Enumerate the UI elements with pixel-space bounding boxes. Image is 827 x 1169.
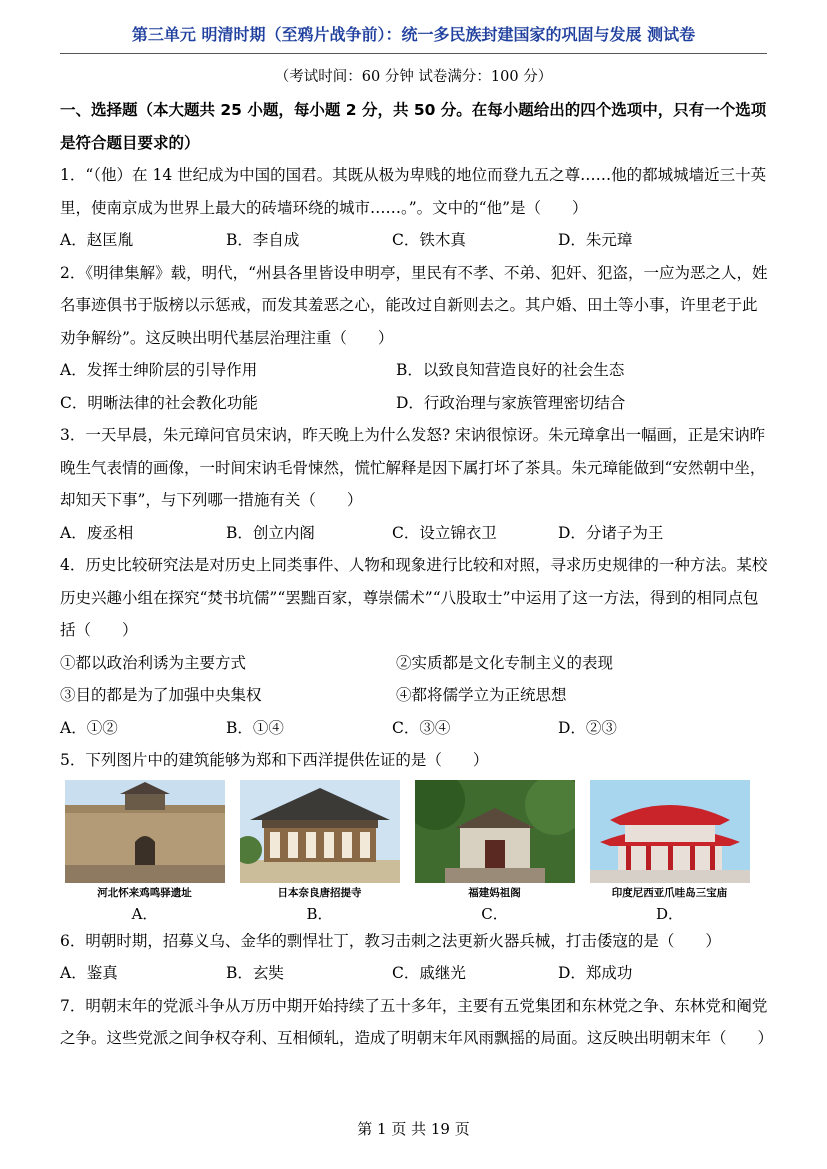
statement: ①都以政治利诱为主要方式	[60, 653, 247, 672]
image-caption: 福建妈祖阁	[468, 886, 521, 899]
temple-photo-icon	[240, 780, 400, 883]
option[interactable]: A．发挥士绅阶层的引导作用	[60, 361, 258, 379]
statement: ④都将儒学立为正统思想	[396, 686, 567, 704]
option[interactable]: B．以致良知营造良好的社会生态	[396, 361, 625, 379]
question-2-options-row2	[60, 387, 770, 420]
option[interactable]: D．行政治理与家族管理密切结合	[396, 393, 626, 412]
statement: ③目的都是为了加强中央集权	[60, 686, 262, 704]
image-letter: C．	[481, 904, 508, 923]
red-temple-photo-icon	[590, 780, 750, 883]
question-3-options	[60, 517, 770, 550]
option[interactable]: B．玄奘	[226, 964, 284, 982]
question-5: 5．下列图片中的建筑能够为郑和下西洋提供佐证的是（ ）	[60, 751, 489, 769]
question-4-options	[60, 712, 770, 745]
question-1: 1．“（他）在 14 世纪成为中国的国君。其既从极为卑贱的地位而登九五之尊……他的都城城墙近三十英里，使南京成为世界上最大的砖墙环绕的城市……。”。文中的“他”是（ ）	[60, 166, 767, 217]
image-letter: B．	[306, 904, 333, 923]
option[interactable]: D．郑成功	[558, 964, 633, 982]
image-option-a[interactable]	[62, 780, 227, 925]
image-caption: 日本奈良唐招提寺	[277, 886, 362, 899]
question-6-options	[60, 957, 770, 990]
header-rule	[60, 53, 767, 54]
option[interactable]: B．李自成	[226, 231, 300, 249]
question-2: 2．《明律集解》载，明代，“州县各里皆设申明亭，里民有不孝、不弟、犯奸、犯盗，一应为恶之人，姓名事迹俱书于版榜以示惩戒，而发其羞恶之心，能改过自新则去之。其户婚、田土等小事，许里老于此劝争解纷”。这反映出明代基层治理注重（ ）	[60, 263, 768, 347]
image-letter: D．	[655, 904, 684, 923]
image-caption: 印度尼西亚爪哇岛三宝庙	[611, 886, 728, 899]
document-title: 第三单元 明清时期（至鸦片战争前）：统一多民族封建国家的巩固与发展 测试卷	[131, 25, 696, 44]
image-letter: A．	[131, 904, 158, 923]
question-5-images	[62, 780, 752, 925]
image-option-b[interactable]	[237, 780, 402, 925]
question-1-options	[60, 224, 770, 257]
question-4: 4．历史比较研究法是对历史上同类事件、人物和现象进行比较和对照，寻求历史规律的一种方法。某校历史兴趣小组在探究“焚书坑儒”“罢黜百家，尊崇儒术”“八股取士”中运用了这一方法，得到的相同点包括（ ）	[60, 556, 768, 639]
image-option-c[interactable]	[412, 780, 577, 925]
question-7: 7．明朝末年的党派斗争从万历中期开始持续了五十多年，主要有五党集团和东林党之争、东林党和阉党之争。这些党派之间争权夺利、互相倾轧，造成了明朝末年风雨飘摇的局面。这反映出明朝末年（ ）	[60, 996, 774, 1047]
question-4-items-row1	[60, 647, 770, 680]
section-title: 一、选择题（本大题共 25 小题，每小题 2 分，共 50 分。在每小题给出的四个选项中，只有一个选项是符合题目要求的）	[60, 101, 767, 152]
option[interactable]: D．朱元璋	[558, 231, 633, 249]
option[interactable]: B．创立内阁	[226, 523, 315, 542]
city-gate-photo-icon	[65, 780, 225, 883]
question-4-items-row2	[60, 679, 770, 712]
question-2-options-row1	[60, 354, 770, 387]
question-3: 3．一天早晨，朱元璋问官员宋讷，昨天晚上为什么发怒? 宋讷很惊讶。朱元璋拿出一幅画，正是宋讷昨晚生气表情的画像，一时间宋讷毛骨悚然，慌忙解释是因下属打坏了茶具。朱元璋能做到“安然朝中坐，却知天下事”，与下列哪一措施有关（ ）	[60, 426, 766, 509]
option[interactable]: C．明晰法律的社会教化功能	[60, 393, 258, 412]
option[interactable]: D．②③	[558, 718, 617, 737]
mazu-pavilion-photo-icon	[415, 780, 575, 883]
option[interactable]: C．铁木真	[392, 231, 466, 249]
option[interactable]: A．废丞相	[60, 523, 134, 542]
exam-content	[60, 94, 774, 1055]
option[interactable]: C．设立锦衣卫	[392, 523, 497, 542]
option[interactable]: A．鉴真	[60, 964, 118, 982]
statement: ②实质都是文化专制主义的表现	[396, 653, 614, 672]
option[interactable]: C．③④	[392, 718, 451, 737]
option[interactable]: B．①④	[226, 718, 284, 737]
image-caption: 河北怀来鸡鸣驿遗址	[97, 886, 192, 899]
page-number: 第 1 页 共 19 页	[357, 1120, 470, 1138]
option[interactable]: C．戚继光	[392, 964, 466, 982]
image-option-d[interactable]	[587, 780, 752, 925]
option[interactable]: A．赵匡胤	[60, 231, 134, 249]
exam-info: （考试时间：60 分钟 试卷满分：100 分）	[274, 69, 553, 85]
option[interactable]: D．分诸子为王	[558, 523, 664, 542]
option[interactable]: A．①②	[60, 718, 118, 737]
question-6: 6．明朝时期，招募义乌、金华的剽悍壮丁，教习击刺之法更新火器兵械，打击倭寇的是（ ）	[60, 931, 721, 950]
